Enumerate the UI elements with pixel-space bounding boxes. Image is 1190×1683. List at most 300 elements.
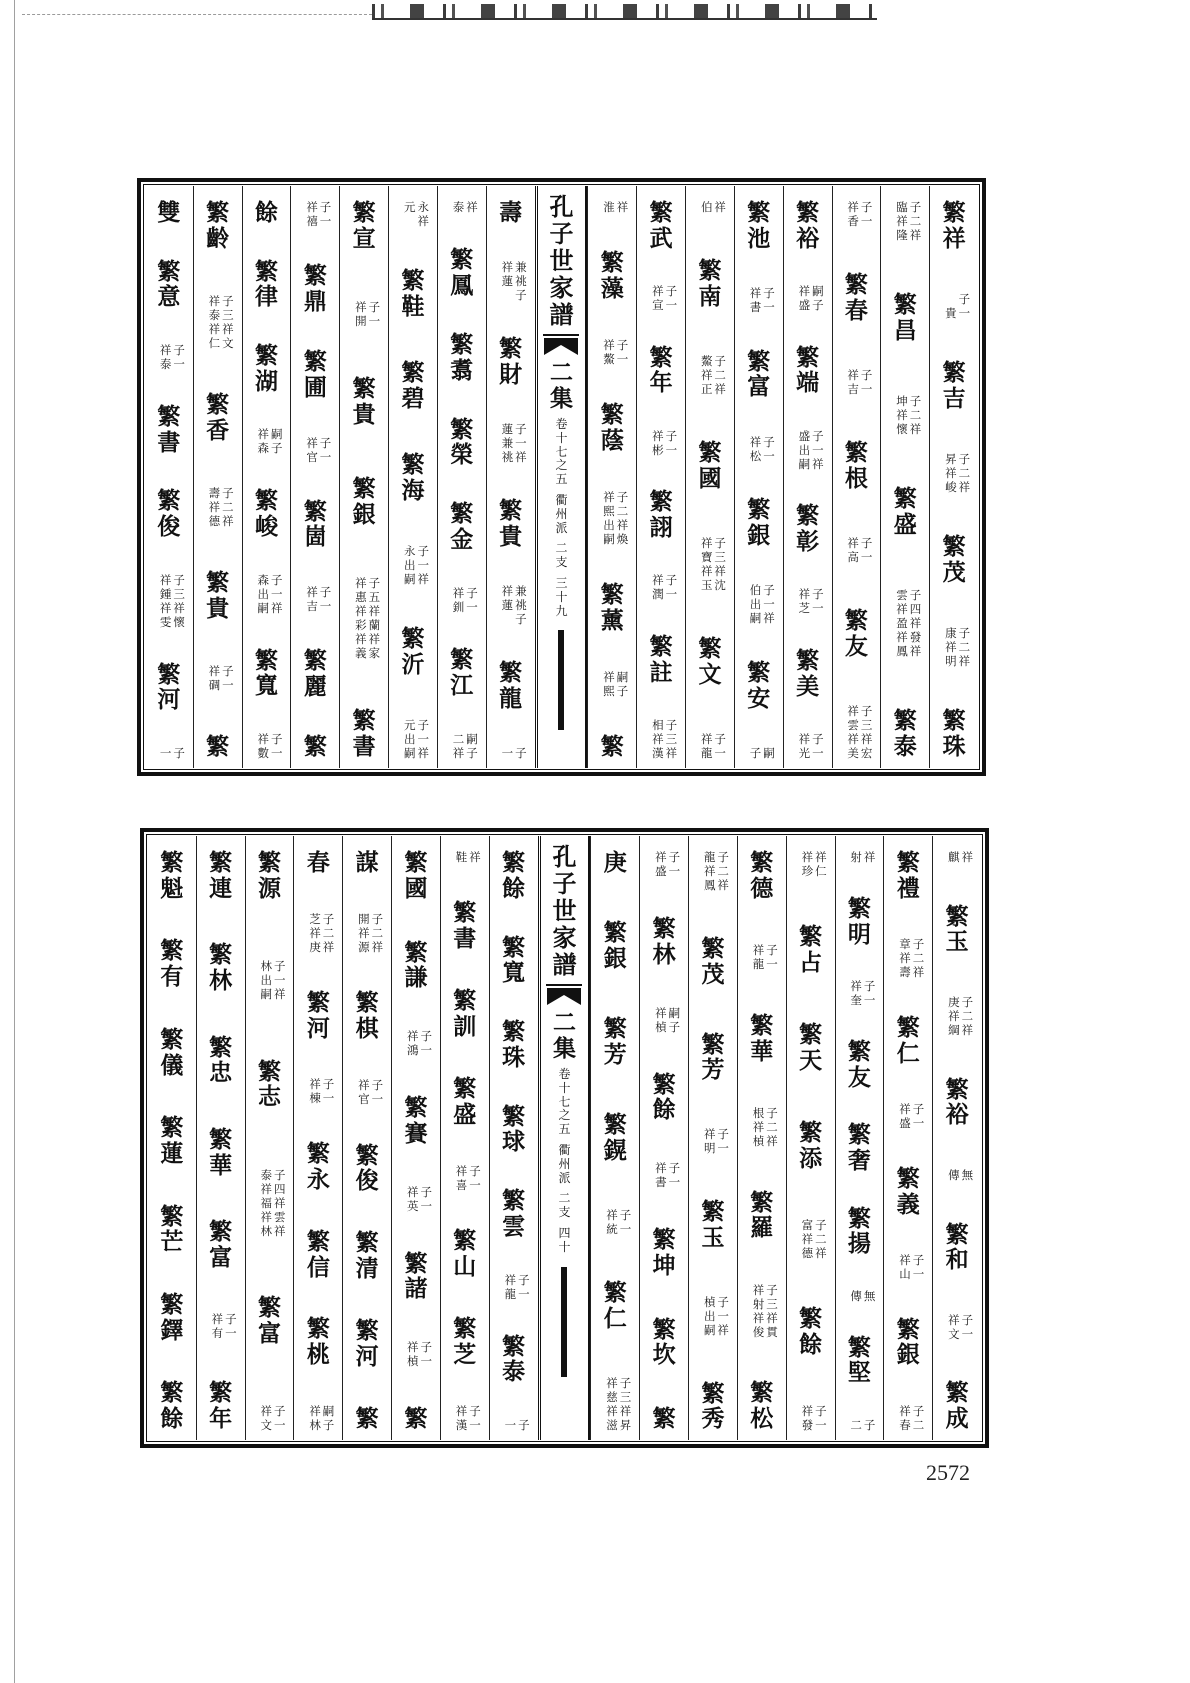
person-name: 繁齡 xyxy=(206,199,230,252)
lineage-note xyxy=(253,959,288,1001)
lineage-note xyxy=(941,1167,976,1182)
person-name: 繁麗 xyxy=(303,646,327,700)
cropped-text-fragment xyxy=(372,4,877,18)
lineage-note xyxy=(938,626,973,669)
person-name: 繁揚 xyxy=(847,1204,871,1258)
lineage-note-line: 蓮祧 xyxy=(501,598,529,612)
lineage-note-line: 祥二 xyxy=(948,1008,976,1023)
person-name: 繁端 xyxy=(796,343,820,397)
lineage-note-line: 臨子 xyxy=(896,200,924,214)
leaf-number: 四十 xyxy=(558,1225,571,1254)
lineage-note-line: 康子 xyxy=(945,626,973,641)
lineage-note-line: 吉一 xyxy=(306,598,334,613)
lineage-note-line: 喜一 xyxy=(455,1177,483,1192)
genealogy-panel-top xyxy=(137,178,986,776)
black-bar-mark xyxy=(558,630,564,730)
person-name: 繁律 xyxy=(254,257,278,311)
lineage-note xyxy=(941,850,976,864)
person-name: 繁貴 xyxy=(499,497,523,550)
person-name: 繁意 xyxy=(157,257,181,311)
lineage-note-line: 彬一 xyxy=(652,442,680,457)
lineage-note-line: 祥二 xyxy=(208,499,236,514)
lineage-note-line: 祥子 xyxy=(752,1282,780,1297)
lineage-note xyxy=(792,587,824,615)
lineage-note-line: 傳無 xyxy=(948,1167,976,1182)
lineage-note-line: 祥子 xyxy=(208,663,236,678)
lineage-note-line: 松一 xyxy=(749,448,777,463)
lineage-note-line: 吉一 xyxy=(847,382,875,396)
person-name: 繁財 xyxy=(499,335,523,388)
lineage-note-line: 出一 xyxy=(798,442,826,457)
person-name: 繁 xyxy=(355,1405,379,1433)
lineage-note xyxy=(596,490,631,546)
person-name: 繁坤 xyxy=(652,1226,676,1279)
person-name: 繁占 xyxy=(799,923,823,977)
lineage-note xyxy=(941,1312,976,1341)
person-name: 繁貴 xyxy=(206,569,230,622)
lineage-note-line: 彩蘭 xyxy=(355,618,383,633)
genealogy-column xyxy=(688,836,737,1440)
genealogy-column xyxy=(489,836,538,1440)
lineage-note-line: 祥子 xyxy=(159,572,187,587)
lineage-note-line: 祥祥 xyxy=(752,1310,780,1325)
person-name: 繁餘 xyxy=(652,1070,676,1124)
lineage-note xyxy=(889,588,924,659)
lineage-note-line: 鴻一 xyxy=(406,1043,434,1058)
genealogy-column xyxy=(486,186,535,768)
genealogy-panel-bottom xyxy=(140,828,989,1448)
lineage-note-line: 嗣祥 xyxy=(798,456,826,471)
person-name: 繁志 xyxy=(257,1057,281,1111)
lineage-note-line: 統一 xyxy=(606,1221,634,1236)
lineage-note-line: 祥二 xyxy=(700,368,728,382)
person-name: 繁榮 xyxy=(450,415,474,469)
person-name: 繁珠 xyxy=(942,707,966,761)
lineage-note-line: 子嗣 xyxy=(749,745,777,760)
lineage-note xyxy=(843,979,878,1008)
lineage-note-line: 珍仁 xyxy=(801,864,829,878)
sub-branch-label: 二支 xyxy=(558,1191,571,1220)
lineage-note-line: 祥子 xyxy=(306,200,334,214)
person-name: 繁鳳 xyxy=(450,246,474,299)
person-name: 繁詡 xyxy=(649,488,673,541)
genealogy-column xyxy=(783,186,832,768)
lineage-note-line: 鳳祥 xyxy=(896,644,924,659)
page-edge-line xyxy=(14,0,15,1683)
genealogy-column xyxy=(342,836,391,1440)
lineage-note-line: 二嗣 xyxy=(452,731,480,746)
lineage-note xyxy=(840,704,875,760)
person-name: 繁成 xyxy=(945,1379,969,1433)
lineage-note xyxy=(795,1218,827,1260)
person-name: 繁儀 xyxy=(160,1025,184,1079)
lineage-note-line: 祥子 xyxy=(798,731,826,746)
genealogy-column xyxy=(639,836,688,1440)
lineage-note-line: 俊貫 xyxy=(752,1324,780,1339)
lineage-note xyxy=(743,286,775,314)
lineage-note-line: 熙二 xyxy=(603,504,631,518)
lineage-note-line: 祥子 xyxy=(847,200,875,214)
genealogy-column xyxy=(685,186,734,768)
person-name: 繁德 xyxy=(750,849,774,902)
volume-label: 卷十七之五 xyxy=(558,1066,571,1137)
lineage-note xyxy=(498,1418,530,1432)
lineage-note xyxy=(889,200,924,242)
lineage-note-line: 正祥 xyxy=(700,382,728,396)
person-name: 繁安 xyxy=(747,658,771,712)
lineage-note-line: 祥子 xyxy=(358,1078,386,1093)
lineage-note-line: 祥雲 xyxy=(260,1209,288,1224)
person-name: 繁盛 xyxy=(893,485,917,539)
lineage-note-line: 祥二 xyxy=(752,1119,780,1134)
lineage-note-line: 高一 xyxy=(847,550,875,564)
lineage-note-line: 官一 xyxy=(358,1092,386,1107)
lineage-note-line: 祥三 xyxy=(652,731,680,746)
genealogy-column xyxy=(196,836,245,1440)
lineage-note-line: 蓮祧 xyxy=(501,274,529,288)
lineage-note-line: 祥二 xyxy=(703,864,731,878)
lineage-note-line: 龍一 xyxy=(504,1286,532,1301)
lineage-note-line: 漢祥 xyxy=(652,745,680,760)
person-name: 繁義 xyxy=(896,1164,920,1218)
lineage-note xyxy=(299,584,334,613)
volume-label: 卷十七之五 xyxy=(555,416,568,487)
lineage-note-line: 淮祥 xyxy=(603,200,631,214)
lineage-note-line: 釧一 xyxy=(452,600,480,615)
lineage-note-line: 滋昇 xyxy=(606,1418,634,1432)
lineage-note-line: 子 xyxy=(515,612,529,626)
lineage-note-line: 森子 xyxy=(257,441,285,456)
lineage-note xyxy=(648,850,683,878)
lineage-note xyxy=(153,343,185,371)
lineage-note-line: 漢一 xyxy=(455,1417,483,1432)
lineage-note xyxy=(202,294,234,350)
lineage-note xyxy=(351,912,386,955)
person-name: 謀 xyxy=(355,849,379,876)
lineage-note-line: 祥子 xyxy=(899,1102,927,1117)
lineage-note-line: 祥子 xyxy=(159,343,187,358)
genealogy-column xyxy=(391,836,440,1440)
lineage-note xyxy=(253,1404,288,1432)
lineage-note-line: 開子 xyxy=(358,912,386,927)
genealogy-column xyxy=(437,186,486,768)
lineage-note-line: 祥子 xyxy=(847,536,875,550)
person-name: 繁沂 xyxy=(401,625,425,678)
lineage-note-line: 祥子 xyxy=(655,1161,683,1176)
lineage-note-line: 祥子 xyxy=(355,576,383,591)
person-name: 繁寬 xyxy=(502,933,526,987)
person-name: 繁海 xyxy=(401,450,425,504)
person-name: 繁松 xyxy=(750,1379,774,1433)
lineage-note-line: 祥子 xyxy=(211,1311,239,1326)
lineage-note-line: 祥子 xyxy=(406,1340,434,1355)
lineage-note xyxy=(299,200,334,228)
lineage-note xyxy=(743,435,775,463)
person-name: 繁華 xyxy=(209,1125,233,1179)
person-name: 繁仁 xyxy=(896,1013,920,1067)
lineage-note-line: 伯子 xyxy=(749,583,777,598)
person-name: 繁源 xyxy=(257,849,281,902)
lineage-note-line: 禧一 xyxy=(306,214,334,228)
lineage-note-line: 慈三 xyxy=(606,1390,634,1404)
lineage-note-line: 富子 xyxy=(801,1217,829,1232)
person-name: 繁信 xyxy=(306,1227,330,1281)
lineage-note-line: 鞋祥 xyxy=(455,850,483,864)
lineage-note-line: 一子 xyxy=(504,1418,532,1432)
person-name: 繁湖 xyxy=(254,342,278,395)
lineage-note-line: 壽祥 xyxy=(899,965,927,980)
lineage-note-line: 鰲子 xyxy=(700,354,728,368)
lineage-note xyxy=(449,850,481,864)
person-name: 繁餘 xyxy=(160,1379,184,1433)
book-title: 孔子世家譜 xyxy=(549,192,574,329)
lineage-note-line: 芝子 xyxy=(309,911,337,926)
person-name: 繁禮 xyxy=(896,849,920,902)
collection-label: 二集 xyxy=(549,359,573,412)
person-name: 繁林 xyxy=(652,915,676,968)
genealogy-column xyxy=(590,836,639,1440)
book-title: 孔子世家譜 xyxy=(552,842,577,979)
lineage-note xyxy=(938,291,973,320)
genealogy-column xyxy=(734,186,783,768)
person-name: 繁池 xyxy=(747,199,771,252)
lineage-note-line: 伯祥 xyxy=(700,200,728,214)
lineage-note-line: 美宏 xyxy=(847,746,875,760)
lineage-note-line: 官一 xyxy=(306,449,334,464)
lineage-note xyxy=(843,1418,878,1432)
lineage-note xyxy=(792,732,824,760)
person-name: 繁美 xyxy=(796,646,820,700)
lineage-note xyxy=(840,368,875,396)
lineage-note-line: 玉沈 xyxy=(700,578,728,592)
lineage-note-line: 祥子 xyxy=(700,732,728,746)
lineage-note-line: 英一 xyxy=(406,1198,434,1213)
person-name: 繁春 xyxy=(844,271,868,324)
lineage-note xyxy=(746,943,778,971)
lineage-note-line: 林子 xyxy=(309,1417,337,1432)
lineage-note-line: 出一 xyxy=(403,557,431,572)
lineage-note xyxy=(153,746,185,760)
genealogy-column xyxy=(245,836,294,1440)
person-name: 繁蔭 xyxy=(600,401,624,454)
lineage-note-line: 碉一 xyxy=(208,677,236,692)
lineage-note-line: 祥子 xyxy=(899,1403,927,1418)
person-name: 繁球 xyxy=(502,1102,526,1156)
lineage-note-line: 祥祥 xyxy=(801,850,829,864)
genealogy-column xyxy=(587,186,636,768)
person-name: 繁 xyxy=(652,1405,676,1433)
lineage-note-line: 泰祥 xyxy=(452,200,480,214)
lineage-note-line: 發一 xyxy=(801,1417,829,1432)
person-name: 繁昌 xyxy=(893,291,917,345)
person-name: 繁碧 xyxy=(401,359,425,412)
lineage-note-line: 祥子 xyxy=(406,1184,434,1199)
person-name: 繁彰 xyxy=(796,502,820,555)
person-name: 繁蓮 xyxy=(160,1114,184,1167)
lineage-note-line: 香一 xyxy=(847,214,875,228)
person-name: 繁坎 xyxy=(652,1315,676,1369)
lineage-note-line: 祥子 xyxy=(752,943,780,958)
lineage-note-line: 潤一 xyxy=(652,587,680,602)
lineage-note-line: 庚子 xyxy=(948,994,976,1009)
lineage-note xyxy=(446,586,478,614)
lineage-note xyxy=(938,451,973,494)
lineage-note-line: 子 xyxy=(958,291,973,306)
lineage-note xyxy=(449,1404,481,1432)
lineage-note-line: 棟一 xyxy=(309,1091,337,1106)
lineage-note-line: 楨一 xyxy=(406,1354,434,1369)
lineage-note-line: 祥子 xyxy=(655,850,683,864)
lineage-note xyxy=(645,717,680,760)
lineage-note-line: 嗣祥 xyxy=(260,987,288,1001)
lineage-note xyxy=(743,746,775,760)
lineage-note xyxy=(397,200,429,228)
lineage-note-line: 祥子 xyxy=(406,1029,434,1044)
lineage-note-line: 祥子 xyxy=(603,338,631,352)
lineage-note-line: 祥子 xyxy=(749,286,777,301)
person-name: 繁泰 xyxy=(893,707,917,761)
lineage-note-line: 奎一 xyxy=(850,993,878,1008)
lineage-note-line: 一子 xyxy=(159,745,187,760)
person-name: 雙 xyxy=(157,199,181,226)
lineage-note-line: 祥祥 xyxy=(606,1404,634,1418)
person-name: 繁永 xyxy=(306,1140,330,1194)
lineage-note xyxy=(351,1078,386,1107)
person-name: 繁友 xyxy=(847,1037,871,1091)
lineage-note-line: 祥兼 xyxy=(501,584,529,598)
lineage-note-line: 出一 xyxy=(703,1308,731,1323)
lineage-note xyxy=(648,1161,683,1190)
lineage-note-line: 祥祥 xyxy=(355,632,383,647)
lineage-note-line: 雯懷 xyxy=(159,614,187,629)
person-name: 繁金 xyxy=(450,500,474,554)
lineage-note-line: 明一 xyxy=(703,1141,731,1155)
lineage-note xyxy=(446,200,478,214)
person-name: 繁玉 xyxy=(945,902,969,956)
person-name: 繁仁 xyxy=(603,1279,627,1332)
person-name: 繁銀 xyxy=(896,1315,920,1369)
lineage-note-line: 嗣祥 xyxy=(403,571,431,586)
lineage-note xyxy=(202,664,234,692)
lineage-note-line: 書一 xyxy=(655,1175,683,1190)
center-title-column xyxy=(538,836,591,1440)
lineage-note-line: 祥子 xyxy=(948,1312,976,1327)
lineage-note-line: 嗣祥 xyxy=(257,600,285,615)
person-name: 繁書 xyxy=(352,707,376,761)
lineage-note-line: 相子 xyxy=(652,717,680,732)
lineage-note xyxy=(348,576,383,661)
lineage-note-line: 坤子 xyxy=(896,394,924,409)
lineage-note-line: 鳳祥 xyxy=(703,878,731,892)
lineage-note-line: 祥子 xyxy=(749,434,777,449)
lineage-note xyxy=(697,850,729,892)
lineage-note-line: 龍一 xyxy=(752,957,780,972)
lineage-note-line: 祥子 xyxy=(452,745,480,760)
cropped-header-base-line xyxy=(372,18,877,20)
lineage-note xyxy=(495,746,527,760)
lineage-note-line: 祥發 xyxy=(896,630,924,645)
lineage-note xyxy=(697,1127,729,1155)
lineage-note-line: 福祥 xyxy=(260,1195,288,1210)
lineage-note-line: 祥二 xyxy=(309,925,337,940)
lineage-note-line: 楨祥 xyxy=(752,1133,780,1148)
person-name: 繁有 xyxy=(160,937,184,991)
lineage-note-line: 泰子 xyxy=(260,1167,288,1182)
lineage-note xyxy=(892,937,927,980)
lineage-note-line: 祥二 xyxy=(801,1231,829,1246)
branch-label: 衢州派 xyxy=(555,492,568,535)
person-name: 繁魁 xyxy=(160,849,184,902)
lineage-note-line: 出一 xyxy=(260,973,288,987)
person-name: 繁訓 xyxy=(453,987,477,1040)
lineage-note-line: 永子 xyxy=(403,543,431,558)
lineage-note-line: 祥 xyxy=(417,214,431,228)
person-name: 繁銀 xyxy=(352,475,376,528)
person-name: 繁銀 xyxy=(603,919,627,972)
person-name: 繁華 xyxy=(750,1011,774,1065)
person-name: 繁祥 xyxy=(942,199,966,252)
lineage-note xyxy=(596,338,631,366)
person-name: 繁書 xyxy=(453,899,477,953)
person-name: 繁根 xyxy=(844,439,868,492)
lineage-note xyxy=(743,583,775,625)
cropped-header-rule xyxy=(22,14,372,15)
lineage-note-line: 有一 xyxy=(211,1325,239,1340)
fishtail-mark-icon xyxy=(541,334,581,356)
lineage-note-line: 光一 xyxy=(798,745,826,760)
person-name: 繁武 xyxy=(649,199,673,252)
lineage-note-line: 嗣煥 xyxy=(603,532,631,546)
lineage-note-line: 楨子 xyxy=(655,1019,683,1034)
genealogy-column xyxy=(145,186,193,768)
person-name: 繁裕 xyxy=(796,199,820,252)
lineage-note-line: 寶三 xyxy=(700,550,728,564)
lineage-note xyxy=(795,1404,827,1432)
person-name: 繁秀 xyxy=(701,1379,725,1433)
lineage-note-line: 昇子 xyxy=(945,451,973,466)
lineage-note xyxy=(694,200,726,214)
lineage-note xyxy=(495,422,527,464)
lineage-note-line: 祧祥 xyxy=(501,450,529,464)
person-name: 繁鼎 xyxy=(303,261,327,315)
lineage-note xyxy=(596,670,631,698)
person-name: 繁芳 xyxy=(603,1015,627,1068)
lineage-note xyxy=(694,354,726,396)
lineage-note xyxy=(941,994,976,1037)
genealogy-column xyxy=(880,186,929,768)
sub-branch-label: 二支 xyxy=(555,541,568,570)
genealogy-column xyxy=(786,836,835,1440)
person-name: 繁泰 xyxy=(502,1332,526,1386)
person-name: 繁奢 xyxy=(847,1121,871,1174)
lineage-note-line: 祥嗣 xyxy=(655,1005,683,1020)
lineage-note xyxy=(446,732,478,760)
person-name: 繁諸 xyxy=(404,1249,428,1303)
person-name: 繁崮 xyxy=(303,497,327,551)
lineage-note-line: 祥子 xyxy=(652,428,680,443)
genealogy-column xyxy=(932,836,981,1440)
person-name: 繁河 xyxy=(157,660,181,714)
lineage-note xyxy=(645,284,680,313)
lineage-note xyxy=(596,200,631,214)
lineage-note-line: 春二 xyxy=(899,1417,927,1432)
person-name: 繁南 xyxy=(698,257,722,310)
person-name: 繁和 xyxy=(945,1220,969,1274)
lineage-note-line: 一子 xyxy=(501,746,529,760)
lineage-note xyxy=(843,1288,878,1303)
lineage-note-line: 祥祥 xyxy=(355,604,383,619)
lineage-note-line: 出祥 xyxy=(603,518,631,532)
